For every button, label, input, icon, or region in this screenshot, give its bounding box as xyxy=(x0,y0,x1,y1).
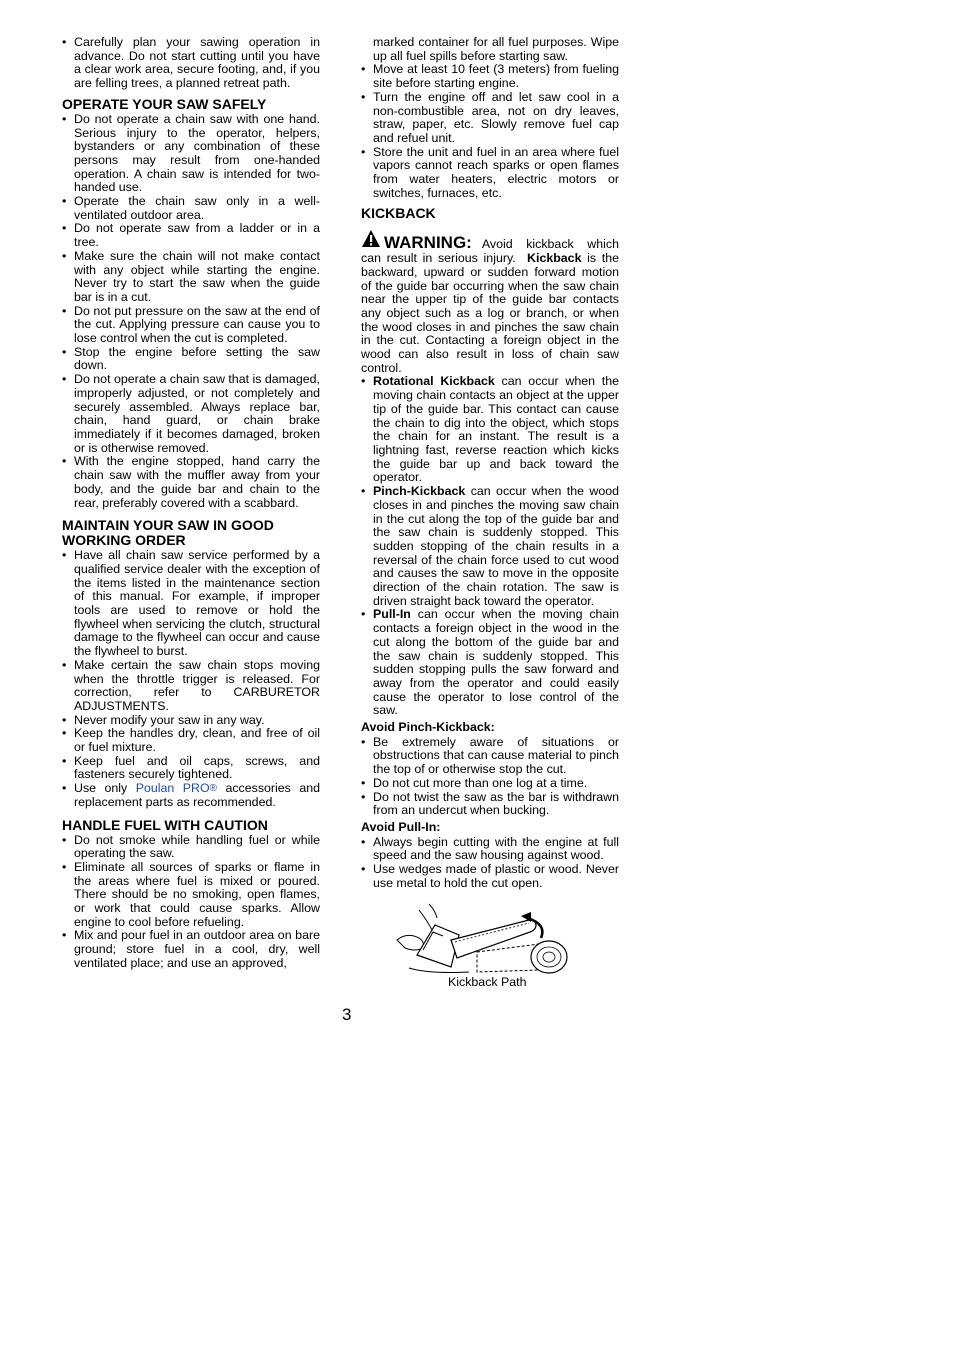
list-item: • Do not operate a chain saw that is damaged, improperly adjusted, or not completely and securely assembled. Always replace bar, chain, hand guard, or chain brake immediately if it becomes damaged, broken or is otherwise removed. xyxy=(62,373,320,455)
warning-paragraph xyxy=(361,229,619,375)
list-item: • Move at least 10 feet (3 meters) from fueling site before starting engine. xyxy=(361,63,619,90)
brand-link[interactable]: Poulan PRO xyxy=(135,781,210,796)
kickback-illustration xyxy=(361,900,619,995)
fuel-continuation: marked container for all fuel purposes. Wipe up all fuel spills before starting saw. xyxy=(373,35,619,63)
section-heading-maintain: MAINTAIN YOUR SAW IN GOOD WORKING ORDER xyxy=(62,517,274,549)
list-item: • Keep the handles dry, clean, and free of oil or fuel mixture. xyxy=(62,727,320,754)
warning-text: is the backward, upward or sudden forward motion of the guide bar occurring when the saw chain near the upper tip of the guide bar contacts any object such as a log or branch, or when the wood closes in and pinches the saw chain in the cut. Contacting a foreign object in the wood can also result in loss of chain saw control. xyxy=(361,251,620,375)
chainsaw-kickback-icon xyxy=(389,900,574,980)
list-item: • Make sure the chain will not make contact with any object while starting the engine. Never try to start the saw when the guide bar is in a cut. xyxy=(62,250,320,305)
kickback-term: Kickback xyxy=(527,251,582,266)
page-number: 3 xyxy=(342,1005,352,1024)
term-text: can occur when the moving chain contacts a foreign object in the wood in the cut along the bottom of the guide bar and the saw chain is suddenly stopped. This sudden stopping pulls the saw forward and away from the operator and could easily cause the operator to lose control of the saw. xyxy=(373,607,619,718)
list-item: • Keep fuel and oil caps, screws, and fasteners securely tightened. xyxy=(62,755,320,782)
list-item: • Be extremely aware of situations or obstructions that can cause material to pinch the top of or otherwise stop the cut. xyxy=(361,736,619,777)
list-item xyxy=(361,485,619,608)
warning-label xyxy=(361,229,482,253)
fuel-list-continued xyxy=(361,63,619,200)
registered-mark: ® xyxy=(209,783,217,795)
intro-list xyxy=(62,36,320,91)
term: Pull-In xyxy=(373,607,411,622)
fuel-list xyxy=(62,834,320,971)
term-text: can occur when the wood closes in and pinches the moving saw chain in the cut along the top of the guide bar and the saw chain is suddenly stopped. This sudden stopping of the chain results in a reversal of the chain force used to cut wood and causes the saw to move in the opposite direction of the chain rotation. The saw is driven straight back toward the operator. xyxy=(373,484,620,608)
list-item xyxy=(361,375,619,485)
term-text: can occur when the moving chain contacts an object at the upper tip of the guide bar. This contact can cause the chain to dig into the object, which stops the chain for an instant. The result is a lightning fast, reverse reaction which kicks the guide bar up and back toward the operator. xyxy=(373,374,619,485)
list-item: • Carefully plan your sawing operation in advance. Do not start cutting until you have a clear work area, secure footing, and, if you are felling trees, a planned retreat path. xyxy=(62,36,320,91)
list-item: • Do not cut more than one log at a time. xyxy=(361,777,619,791)
list-item: • Stop the engine before setting the saw down. xyxy=(62,346,320,373)
warning-word: WARNING: xyxy=(384,233,472,253)
list-item xyxy=(62,782,320,809)
avoid-pinch-heading: Avoid Pinch-Kickback: xyxy=(361,720,495,735)
list-item: • Turn the engine off and let saw cool in a non-combustible area, not on dry leaves, straw, paper, etc. Slowly remove fuel cap and refuel unit. xyxy=(361,91,619,146)
list-item xyxy=(361,608,619,718)
list-item: • Do not operate saw from a ladder or in a tree. xyxy=(62,222,320,249)
list-item: • Do not put pressure on the saw at the end of the cut. Applying pressure can cause you to lose control when the cut is completed. xyxy=(62,305,320,346)
avoid-pinch-list xyxy=(361,736,619,818)
list-item: • Always begin cutting with the engine at full speed and the saw housing against wood. xyxy=(361,836,619,863)
term: Pinch-Kickback xyxy=(373,484,466,499)
maintain-list xyxy=(62,549,320,809)
list-item: • Use wedges made of plastic or wood. Never use metal to hold the cut open. xyxy=(361,863,619,890)
list-item: • Make certain the saw chain stops moving when the throttle trigger is released. For correction, refer to CARBURETOR ADJUSTMENTS. xyxy=(62,659,320,714)
avoid-pull-heading: Avoid Pull-In: xyxy=(361,819,441,834)
avoid-pull-list xyxy=(361,836,619,891)
list-item-text: Use only xyxy=(74,781,136,796)
list-item-text: accessories and replacement parts as recommended. xyxy=(74,781,321,809)
warning-triangle-icon xyxy=(361,229,381,248)
list-item: • Mix and pour fuel in an outdoor area on bare ground; store fuel in a cool, dry, well ventilated place; and use an approved, xyxy=(62,929,320,970)
list-item: • Eliminate all sources of sparks or flame in the areas where fuel is mixed or poured. There should be no smoking, open flames, or work that could cause sparks. Allow engine to cool before refueling. xyxy=(62,861,320,930)
section-heading-fuel: HANDLE FUEL WITH CAUTION xyxy=(62,816,268,833)
list-item: • Do not smoke while handling fuel or while operating the saw. xyxy=(62,834,320,861)
list-item: • Store the unit and fuel in an area where fuel vapors cannot reach sparks or open flames from water heaters, electric motors or switches, furnaces, etc. xyxy=(361,146,619,201)
operate-list xyxy=(62,113,320,510)
section-heading-operate: OPERATE YOUR SAW SAFELY xyxy=(62,95,267,112)
right-column xyxy=(361,36,619,995)
illustration-caption: Kickback Path xyxy=(448,975,527,990)
kickback-types-list xyxy=(361,375,619,718)
list-item: • Operate the chain saw only in a well-ventilated outdoor area. xyxy=(62,195,320,222)
section-heading-kickback: KICKBACK xyxy=(361,205,436,222)
warning-text: Avoid kickback which can result in serious injury. xyxy=(361,237,619,266)
list-item: • Do not operate a chain saw with one hand. Serious injury to the operator, helpers, bystanders or any combination of these persons may result from one-handed operation. A chain saw is intended for two-handed use. xyxy=(62,113,320,195)
list-item: • Never modify your saw in any way. xyxy=(62,714,320,728)
list-item: • With the engine stopped, hand carry the chain saw with the muffler away from your body, and the guide bar and chain to the rear, preferably covered with a scabbard. xyxy=(62,455,320,510)
left-column xyxy=(62,36,320,971)
list-item: • Do not twist the saw as the bar is withdrawn from an undercut when bucking. xyxy=(361,791,619,818)
term: Rotational Kickback xyxy=(373,374,495,389)
list-item: • Have all chain saw service performed by a qualified service dealer with the exception of the items listed in the maintenance section of this manual. For example, if improper tools are used to remove or hold the flywheel when servicing the clutch, structural damage to the flywheel can occur and cause the flywheel to burst. xyxy=(62,549,320,659)
